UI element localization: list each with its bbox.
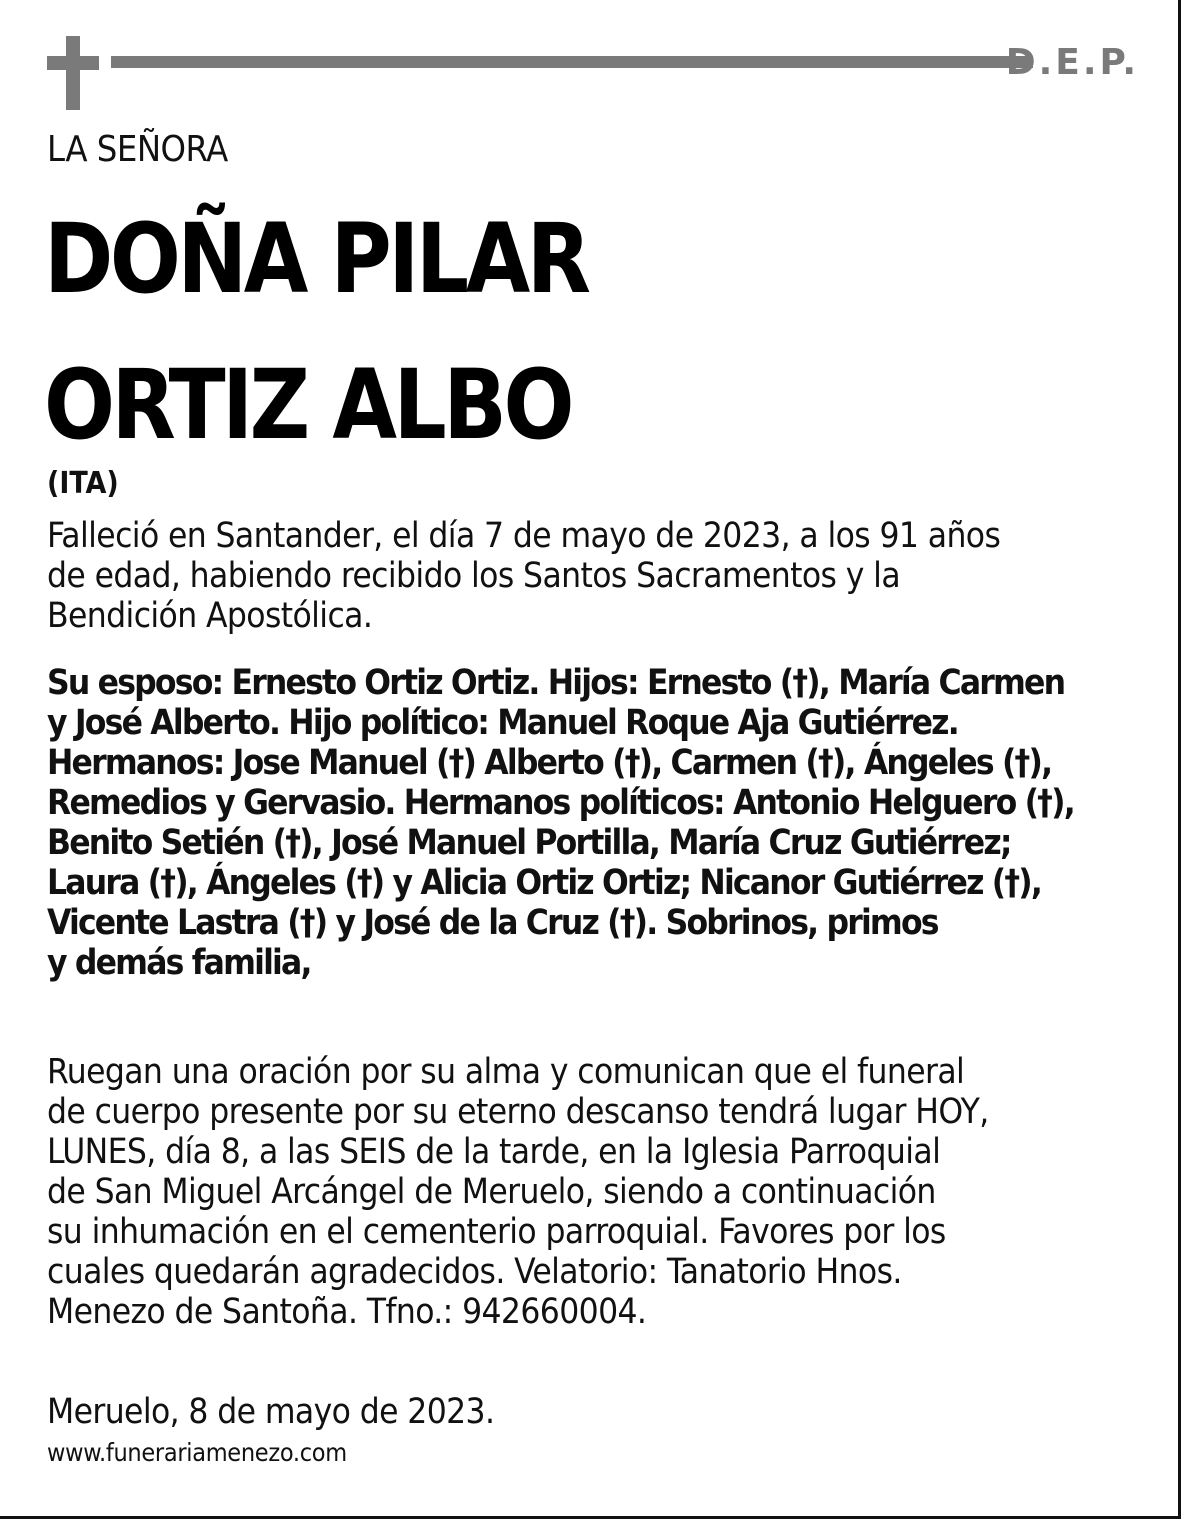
- cross-icon: [47, 36, 99, 112]
- header-bar: [47, 36, 1137, 112]
- cross-vertical-bar: [66, 36, 80, 110]
- place-date: Meruelo, 8 de mayo de 2023.: [47, 1392, 495, 1432]
- family-paragraph: Su esposo: Ernesto Ortiz Ortiz. Hijos: Ernesto (†), María Carmen y José Alberto. Hijo político: Manuel Roque Aja Gutiérrez. Hermanos: Jose Manuel (†) Alberto (†), Carmen (†), Ángeles (†), Remedios y Gervasio. Hermanos políticos: Antonio Helguero (†), Benito Setién (†), José Manuel Portilla, María Cruz Gutiérrez; Laura (†), Ángeles (†) y Alicia Ortiz Ortiz; Nicanor Gutiérrez (†), Vicente Lastra (†) y José de la Cruz (†). Sobrinos, primos y demás familia,: [47, 663, 1074, 983]
- website-link[interactable]: www.funerariamenezo.com: [47, 1438, 347, 1467]
- death-paragraph: Falleció en Santander, el día 7 de mayo de 2023, a los 91 años de edad, habiendo recibido los Santos Sacramentos y la Bendición Apostólica.: [47, 516, 1001, 636]
- nickname: (ITA): [47, 466, 119, 501]
- funeral-paragraph: Ruegan una oración por su alma y comunican que el funeral de cuerpo presente por su eterno descanso tendrá lugar HOY, LUNES, día 8, a las SEIS de la tarde, en la Iglesia Parroquial de San Miguel Arcángel de Meruelo, siendo a continuación su inhumación en el cementerio parroquial. Favores por los cuales quedarán agradecidos. Velatorio: Tanatorio Hnos. Menezo de Santoña. Tfno.: 942660004.: [47, 1052, 989, 1332]
- name-line-2: ORTIZ ALBO: [44, 349, 571, 461]
- deceased-name: [44, 186, 588, 478]
- header-rule: [111, 56, 1033, 68]
- cross-horizontal-bar: [47, 56, 99, 70]
- dep-label: D.E.P.: [1005, 42, 1139, 83]
- name-line-1: DOÑA PILAR: [44, 203, 588, 315]
- salutation: LA SEÑORA: [47, 129, 228, 170]
